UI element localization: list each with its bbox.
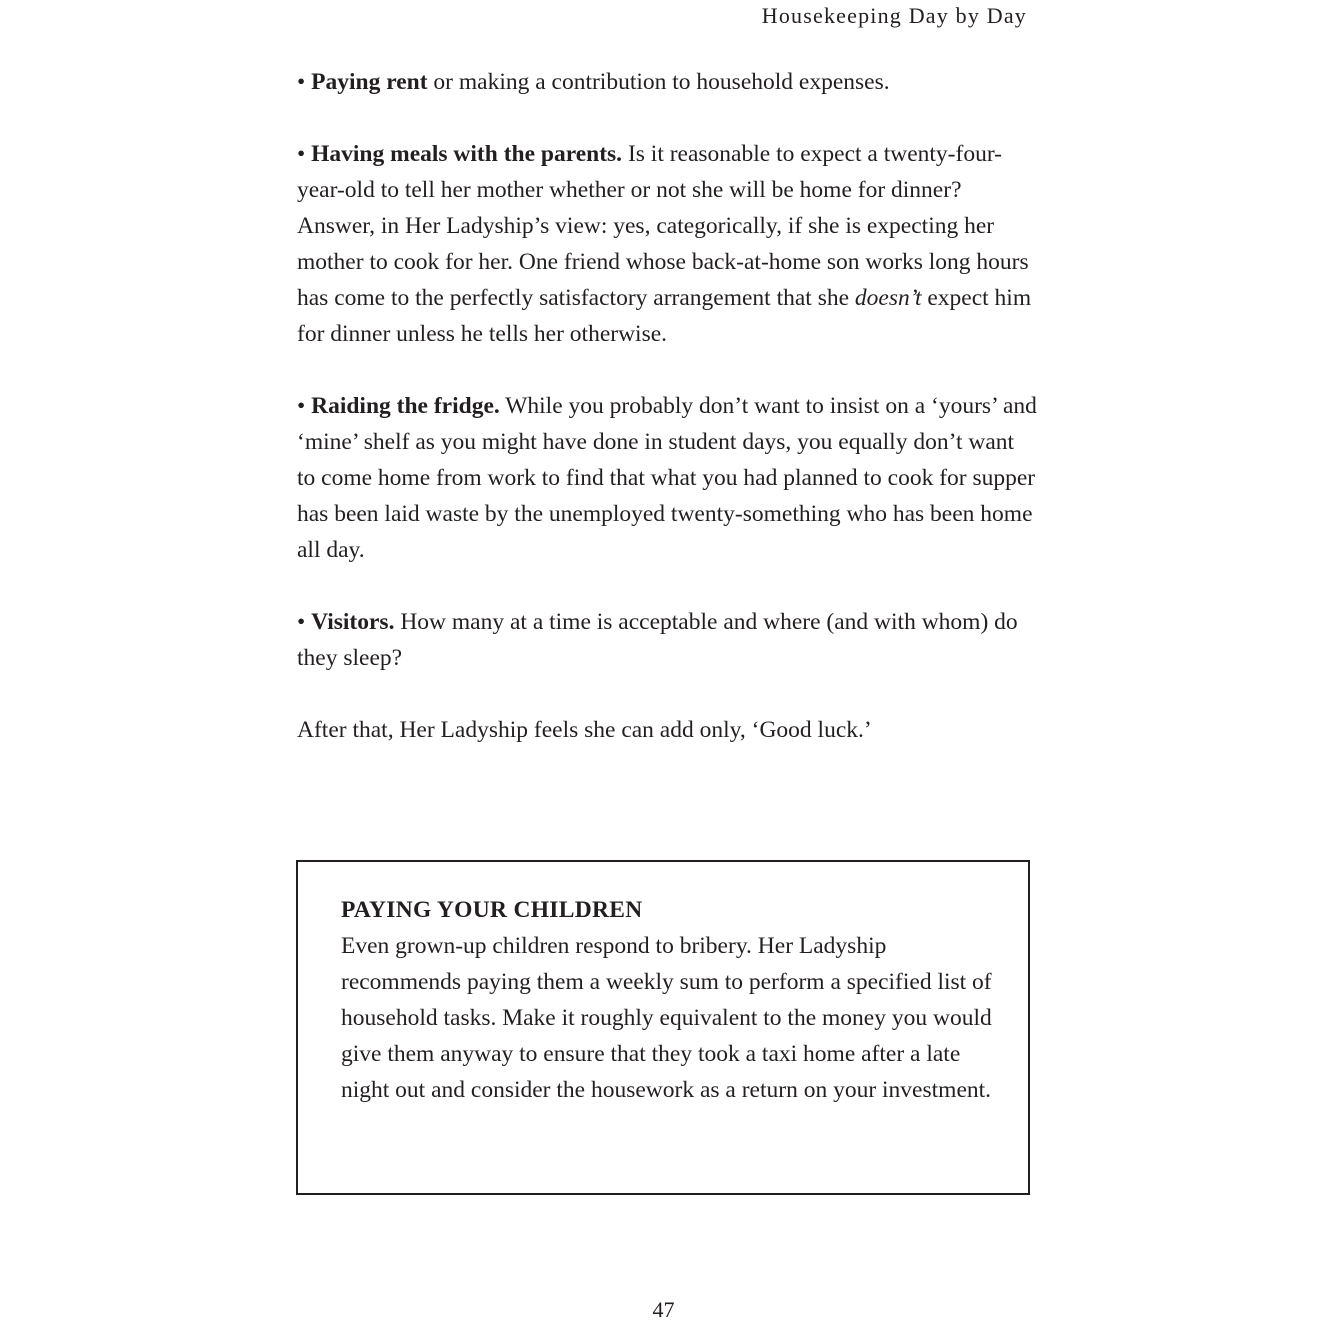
sidebar-content [341,892,1011,1108]
closing-paragraph: After that, Her Ladyship feels she can add only, ‘Good luck.’ [297,717,872,743]
list-item-visitors [297,604,1037,676]
item-text: Is it reasonable to expect a twenty-four-year-old to tell her mother whether or not she will be home for dinner? Answer, in Her Ladyship’s view: yes, categorically, if she is expecting her mother to cook for her. One friend whose back-at-home son works long hours has come to the perfectly satisfactory arrangement that she [297,141,1029,311]
item-text-after: expect him for dinner unless he tells her otherwise. [297,285,1032,347]
item-text: How many at a time is acceptable and where (and with whom) do they sleep? [297,609,1018,671]
list-item-meals [297,136,1037,352]
item-emphasis: doesn’t [854,285,922,311]
bullet: • [297,393,306,419]
page-number: 47 [652,1297,675,1322]
item-heading: Having meals with the parents. [311,141,623,167]
body-text [297,64,1037,784]
item-heading: Raiding the fridge. [311,393,500,419]
item-heading: Paying rent [311,69,428,95]
list-item-paying-rent [297,64,1037,100]
sidebar-title: PAYING YOUR CHILDREN [341,897,643,923]
item-heading: Visitors. [311,609,395,635]
running-head: Housekeeping Day by Day [761,3,1027,28]
item-text: or making a contribution to household expenses. [427,69,890,95]
sidebar-box [296,860,1030,1195]
item-text: While you probably don’t want to insist on a ‘yours’ and ‘mine’ shelf as you might have done in student days, you equally don’t want to come home from work to find that what you had planned to cook for supper has been laid waste by the unemployed twenty-something who has been home all day. [297,393,1037,563]
list-item-fridge [297,388,1037,568]
bullet: • [297,609,306,635]
bullet: • [297,141,306,167]
bullet: • [297,69,306,95]
sidebar-body: Even grown-up children respond to bribery. Her Ladyship recommends paying them a weekly sum to perform a specified list of household tasks. Make it roughly equivalent to the money you would give them anyway to ensure that they took a taxi home after a late night out and consider the housework as a return on your investment. [341,933,992,1103]
